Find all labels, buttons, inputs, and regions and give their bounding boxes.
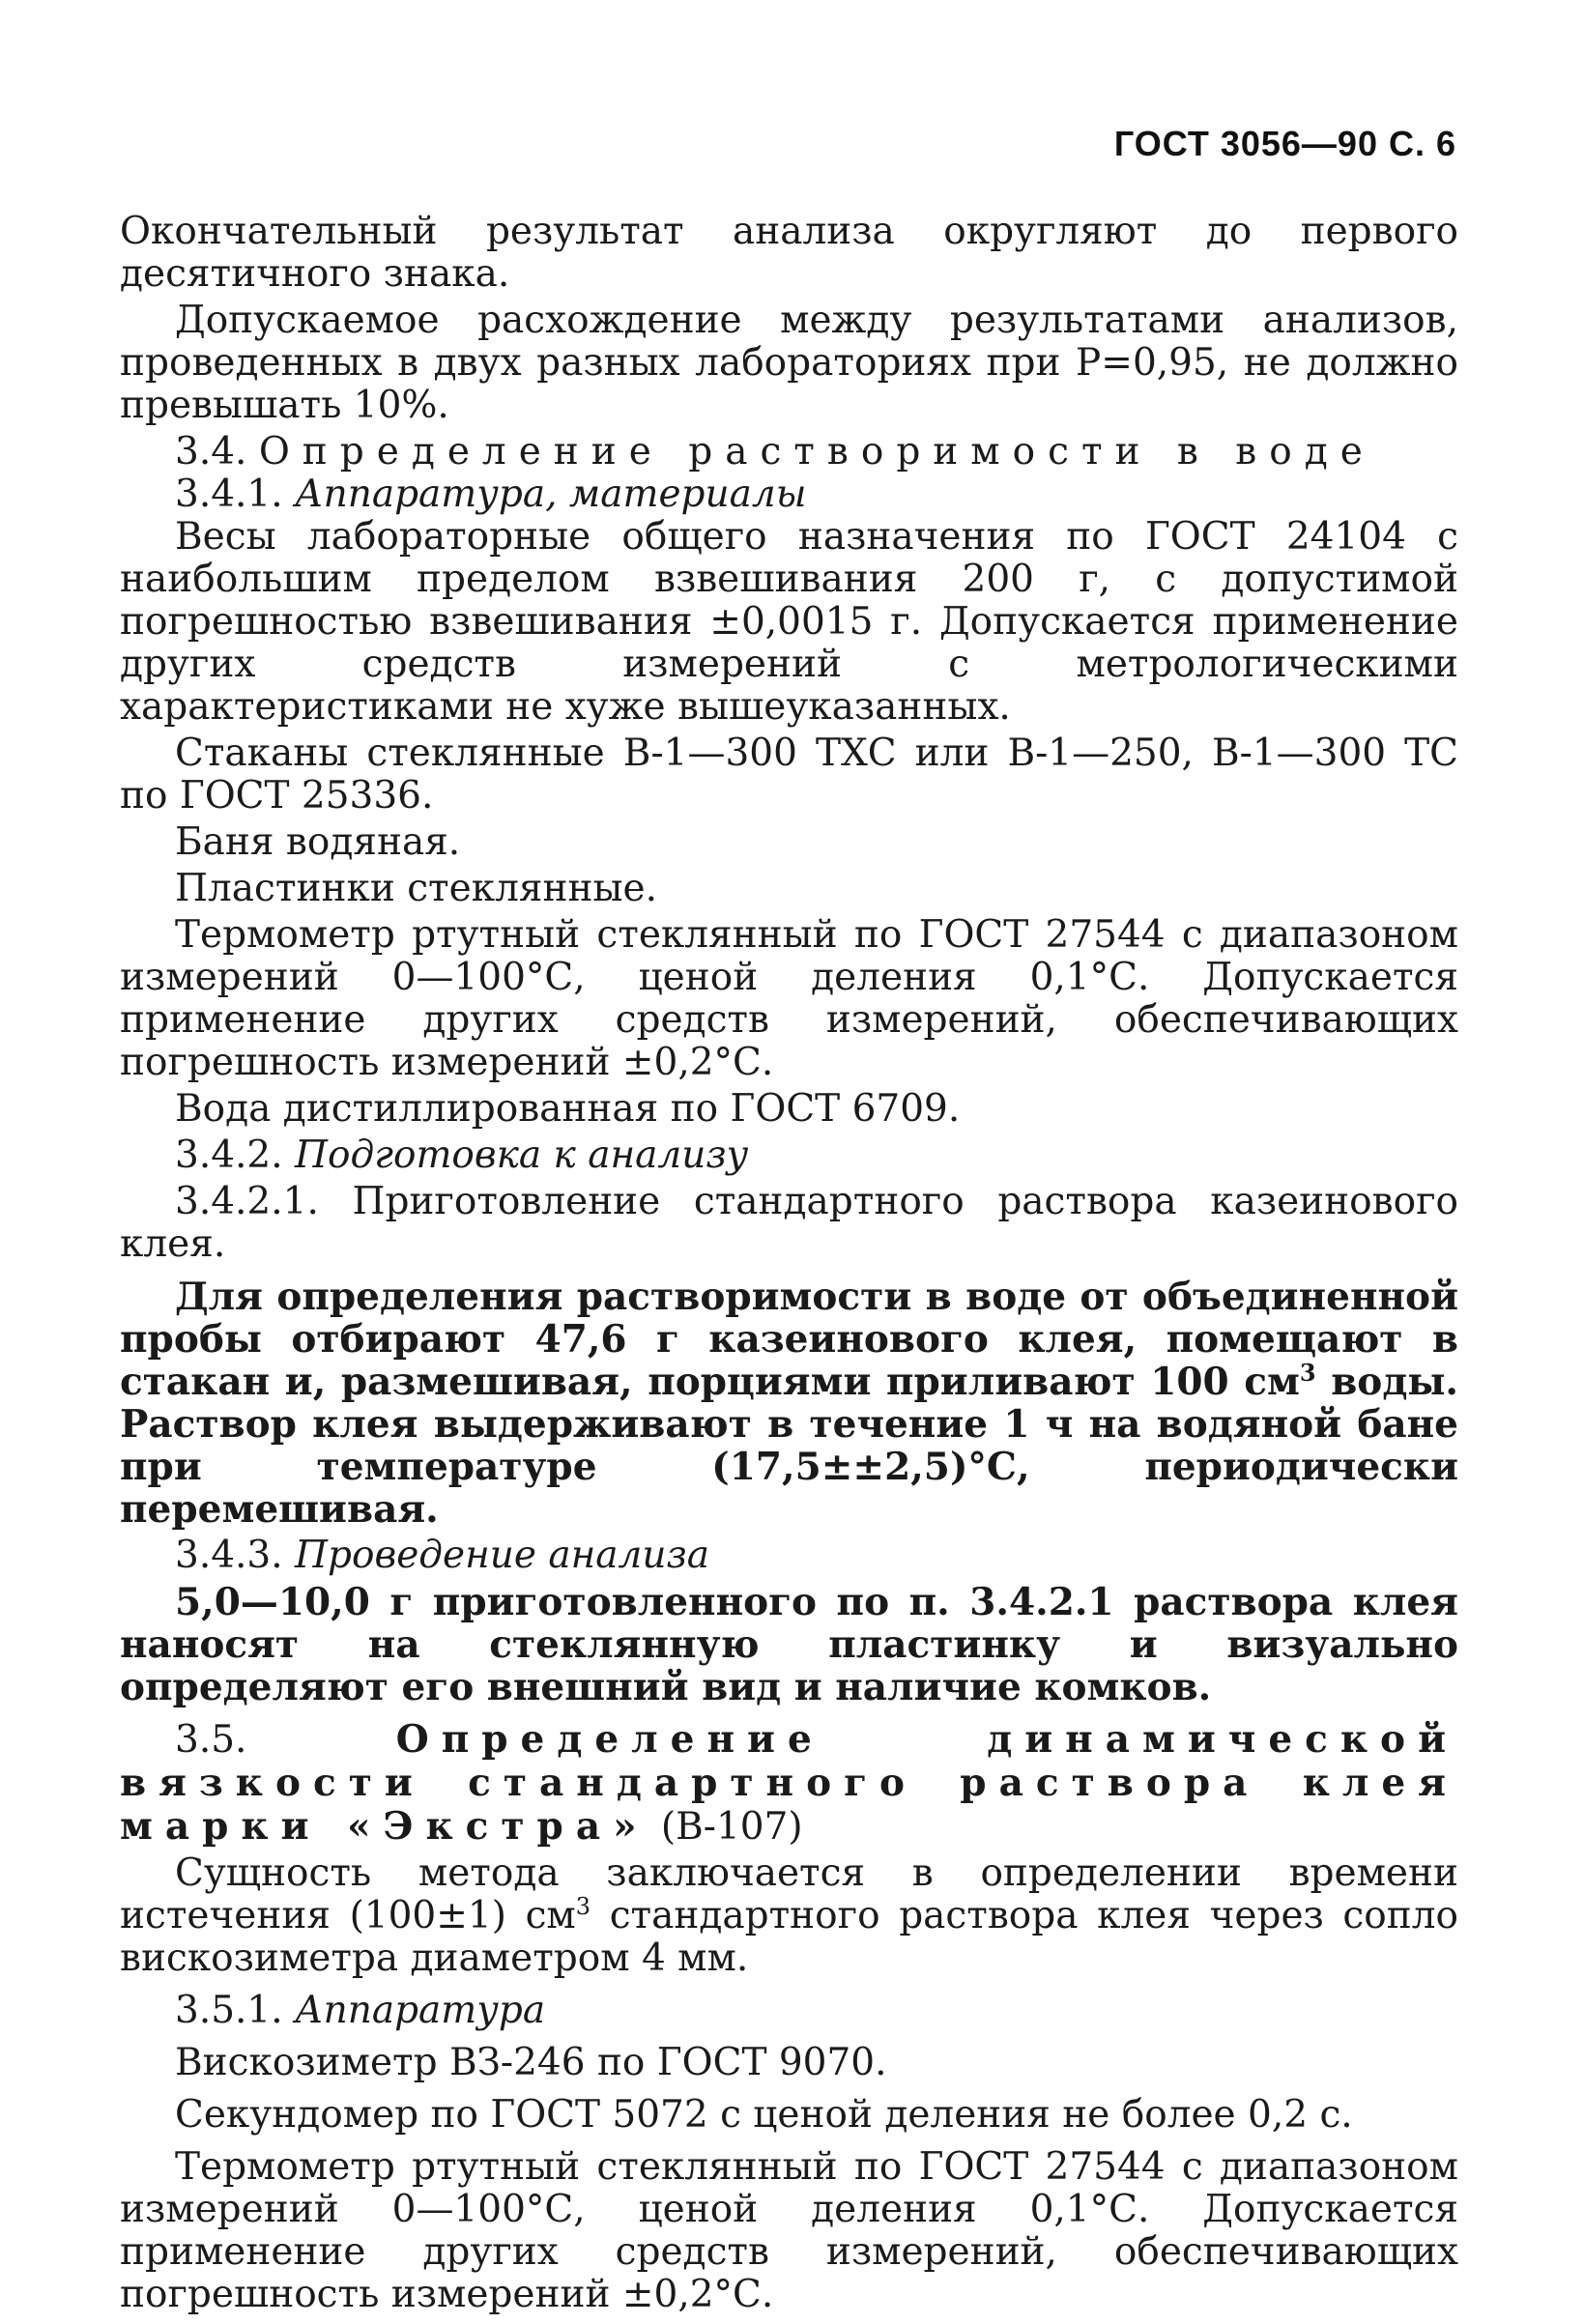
paragraph-standard-solution: 3.4.2.1. Приготовление стандартного раствора казеинового клея. <box>120 1180 1458 1266</box>
superscript: 3 <box>575 1893 591 1920</box>
paragraph-glasses: Стаканы стеклянные В-1—300 ТХС или В-1—250, В-1—300 ТС по ГОСТ 25336. <box>120 732 1458 818</box>
paragraph-distilled-water: Вода дистиллированная по ГОСТ 6709. <box>175 1087 961 1131</box>
page-header: ГОСТ 3056—90 С. 6 <box>1113 124 1456 163</box>
section-title: Проведение анализа <box>295 1534 710 1577</box>
section-3-4-2-heading <box>120 1134 1458 1177</box>
section-number: 3.5. <box>175 1718 247 1762</box>
section-number: 3.4.2. <box>175 1133 283 1177</box>
section-title: Аппаратура <box>295 1989 546 2032</box>
section-3-4-heading <box>120 431 1458 473</box>
section-code: (В-107) <box>660 1805 803 1849</box>
section-3-5-heading <box>120 1718 1458 1849</box>
section-number: 3.5.1. <box>175 1989 283 2032</box>
text-run: стандартного раствора клея через сопло вискозиметра диаметром 4 мм. <box>120 1894 1459 1980</box>
paragraph-viscometer: Вискозиметр ВЗ-246 по ГОСТ 9070. <box>175 2041 887 2084</box>
section-title: Определение растворимости в воде <box>258 430 1375 473</box>
section-number: 3.4.3. <box>175 1534 283 1577</box>
text-run: воды. Раствор клея выдерживают в течение 1 ч на водяной бане при температуре (17,5±±2,5)°С, периодически перемешивая. <box>120 1360 1458 1532</box>
paragraph-tolerance: Допускаемое расхождение между результатами анализов, проведенных в двух разных лабораториях при P=0,95, не должно превышать 10%. <box>120 299 1458 427</box>
section-number: 3.4. <box>175 430 247 473</box>
paragraph-solubility-prep <box>120 1276 1458 1531</box>
section-title: Подготовка к анализу <box>295 1133 749 1177</box>
paragraph-water-bath: Баня водяная. <box>175 820 461 864</box>
paragraph-stopwatch: Секундомер по ГОСТ 5072 с ценой деления не более 0,2 с. <box>175 2093 1353 2137</box>
section-3-4-3-heading <box>120 1535 1458 1577</box>
paragraph-scales: Весы лабораторные общего назначения по ГОСТ 24104 с наибольшим пределом взвешивания 200 г, с допустимой погрешностью взвешивания ±0,0015 г. Допускается применение других средств измерений с метрологическими характеристиками не хуже вышеуказанных. <box>120 515 1458 729</box>
body-text <box>120 211 1458 2316</box>
section-3-4-1-heading <box>120 473 1458 516</box>
section-title: Определение динамической вязкости стандартного раствора клея марки «Экстра» <box>120 1717 1458 1849</box>
paragraph-analysis: 5,0—10,0 г приготовленного по п. 3.4.2.1 раствора клея наносят на стеклянную пластинку и визуально определяют его внешний вид и наличие комков. <box>120 1580 1458 1709</box>
paragraph-method-essence <box>120 1852 1458 1980</box>
section-title: Аппаратура, материалы <box>295 473 807 516</box>
paragraph-result-rounding: Окончательный результат анализа округляют до первого десятичного знака. <box>120 210 1458 296</box>
superscript: 3 <box>1299 1359 1316 1387</box>
text-run: Для определения растворимости в воде от объединенной пробы отбирают 47,6 г казеинового клея, помещают в стакан и, размешивая, порциями приливают 100 см <box>120 1275 1458 1404</box>
text-run: Сущность метода заключается в определении времени истечения (100±1) см <box>120 1851 1458 1937</box>
paragraph-thermometer-2: Термометр ртутный стеклянный по ГОСТ 27544 с диапазоном измерений 0—100°С, ценой деления 0,1°С. Допускается применение других средств измерений, обеспечивающих погрешность измерений ±0,2°С. <box>120 2145 1458 2316</box>
section-3-5-1-heading <box>120 1990 1458 2032</box>
section-number: 3.4.1. <box>175 473 283 516</box>
paragraph-thermometer: Термометр ртутный стеклянный по ГОСТ 27544 с диапазоном измерений 0—100°С, ценой деления 0,1°С. Допускается применение других средств измерений, обеспечивающих погрешность измерений ±0,2°С. <box>120 913 1458 1084</box>
paragraph-glass-plates: Пластинки стеклянные. <box>175 867 657 910</box>
